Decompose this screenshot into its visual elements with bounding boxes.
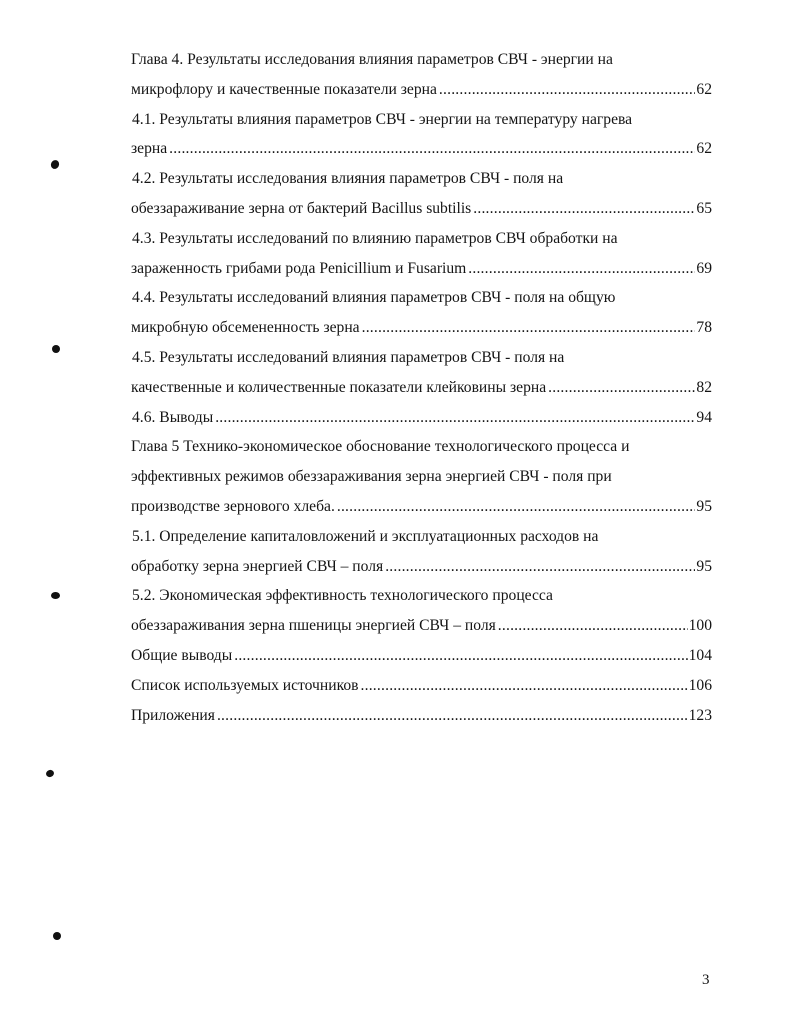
toc-entry-text: зерна (131, 140, 168, 158)
toc-page-number: 82 (696, 378, 712, 396)
toc-entry-4-2[interactable] (131, 164, 712, 224)
toc-entry-text: Приложения (131, 706, 215, 724)
toc-page-number: 104 (688, 646, 712, 664)
toc-entry-text: 4.6. Выводы (132, 408, 214, 426)
toc-entry-text: 4.4. Результаты исследований влияния параметров СВЧ - поля на общую (132, 289, 616, 307)
scan-speck (52, 345, 60, 353)
scan-speck (53, 932, 61, 940)
toc-entry-text: качественные и количественные показатели клейковины зерна (131, 378, 547, 396)
dot-leader (439, 75, 696, 105)
toc-entry-text: зараженность грибами рода Penicillium и Fusarium (131, 259, 467, 277)
toc-entry-4-1[interactable] (131, 105, 712, 165)
toc-entry-4-3[interactable] (131, 224, 712, 284)
dot-leader (385, 552, 695, 582)
toc-entry-text: Глава 5 Технико-экономическое обоснование технологического процесса и (131, 438, 630, 456)
dot-leader (468, 254, 695, 284)
toc-entry-text: Глава 4. Результаты исследования влияния параметров СВЧ - энергии на (131, 51, 613, 68)
toc-entry-text: Список используемых источников (131, 676, 359, 694)
toc-entry-text: обеззараживание зерна от бактерий Bacillus subtilis (131, 199, 472, 217)
dot-leader (215, 403, 695, 433)
toc-entry-chapter-5[interactable] (131, 432, 712, 521)
dot-leader (361, 671, 688, 701)
toc-entry-text: обработку зерна энергией СВЧ – поля (131, 557, 384, 575)
dot-leader (548, 373, 695, 403)
table-of-contents (131, 45, 712, 730)
toc-entry-text: Общие выводы (131, 646, 233, 664)
toc-page-number: 100 (688, 617, 712, 635)
toc-entry-5-1[interactable] (131, 522, 712, 582)
toc-page-number: 94 (696, 408, 712, 426)
dot-leader (473, 194, 695, 224)
toc-entry-text: производстве зернового хлеба. (131, 497, 335, 515)
dot-leader (234, 641, 687, 671)
toc-entry-appendices[interactable] (131, 701, 712, 731)
toc-entry-5-2[interactable] (131, 581, 712, 641)
toc-entry-text: 5.2. Экономическая эффективность технологического процесса (132, 587, 553, 605)
toc-entry-4-4[interactable] (131, 283, 712, 343)
toc-page-number: 62 (696, 80, 712, 98)
scan-speck (45, 769, 55, 778)
toc-entry-text: обеззараживания зерна пшеницы энергией СВЧ – поля (131, 617, 496, 635)
toc-entry-text: 4.3. Результаты исследований по влиянию параметров СВЧ обработки на (132, 229, 618, 247)
toc-page-number: 78 (696, 319, 712, 337)
dot-leader (217, 701, 688, 731)
toc-entry-general-conclusions[interactable] (131, 641, 712, 671)
toc-entry-4-6[interactable] (131, 403, 712, 433)
toc-entry-references[interactable] (131, 671, 712, 701)
toc-entry-text: микрофлору и качественные показатели зерна (131, 80, 437, 98)
toc-entry-text: 4.1. Результаты влияния параметров СВЧ - энергии на температуру нагрева (132, 110, 633, 128)
dot-leader (498, 611, 688, 641)
dot-leader (362, 313, 696, 343)
toc-entry-text: микробную обсемененность зерна (131, 319, 360, 337)
page-number: 3 (702, 972, 710, 988)
toc-entry-text: 4.5. Результаты исследований влияния параметров СВЧ - поля на (132, 348, 565, 366)
toc-page-number: 69 (696, 259, 712, 277)
scan-speck (51, 592, 60, 599)
toc-entry-4-5[interactable] (131, 343, 712, 403)
toc-entry-chapter-4[interactable] (131, 45, 712, 105)
dot-leader (337, 492, 696, 522)
toc-entry-text: эффективных режимов обеззараживания зерна энергией СВЧ - поля при (131, 468, 612, 486)
toc-page-number: 62 (696, 140, 712, 158)
toc-page-number: 65 (696, 199, 712, 217)
dot-leader (169, 134, 695, 164)
toc-entry-text: 4.2. Результаты исследования влияния параметров СВЧ - поля на (132, 170, 564, 188)
toc-page-number: 95 (696, 557, 712, 575)
toc-entry-text: 5.1. Определение капиталовложений и эксплуатационных расходов на (132, 527, 599, 545)
scan-speck (49, 159, 60, 171)
toc-page-number: 95 (696, 497, 712, 515)
toc-page-number: 123 (688, 706, 712, 724)
toc-page-number: 106 (688, 676, 712, 694)
